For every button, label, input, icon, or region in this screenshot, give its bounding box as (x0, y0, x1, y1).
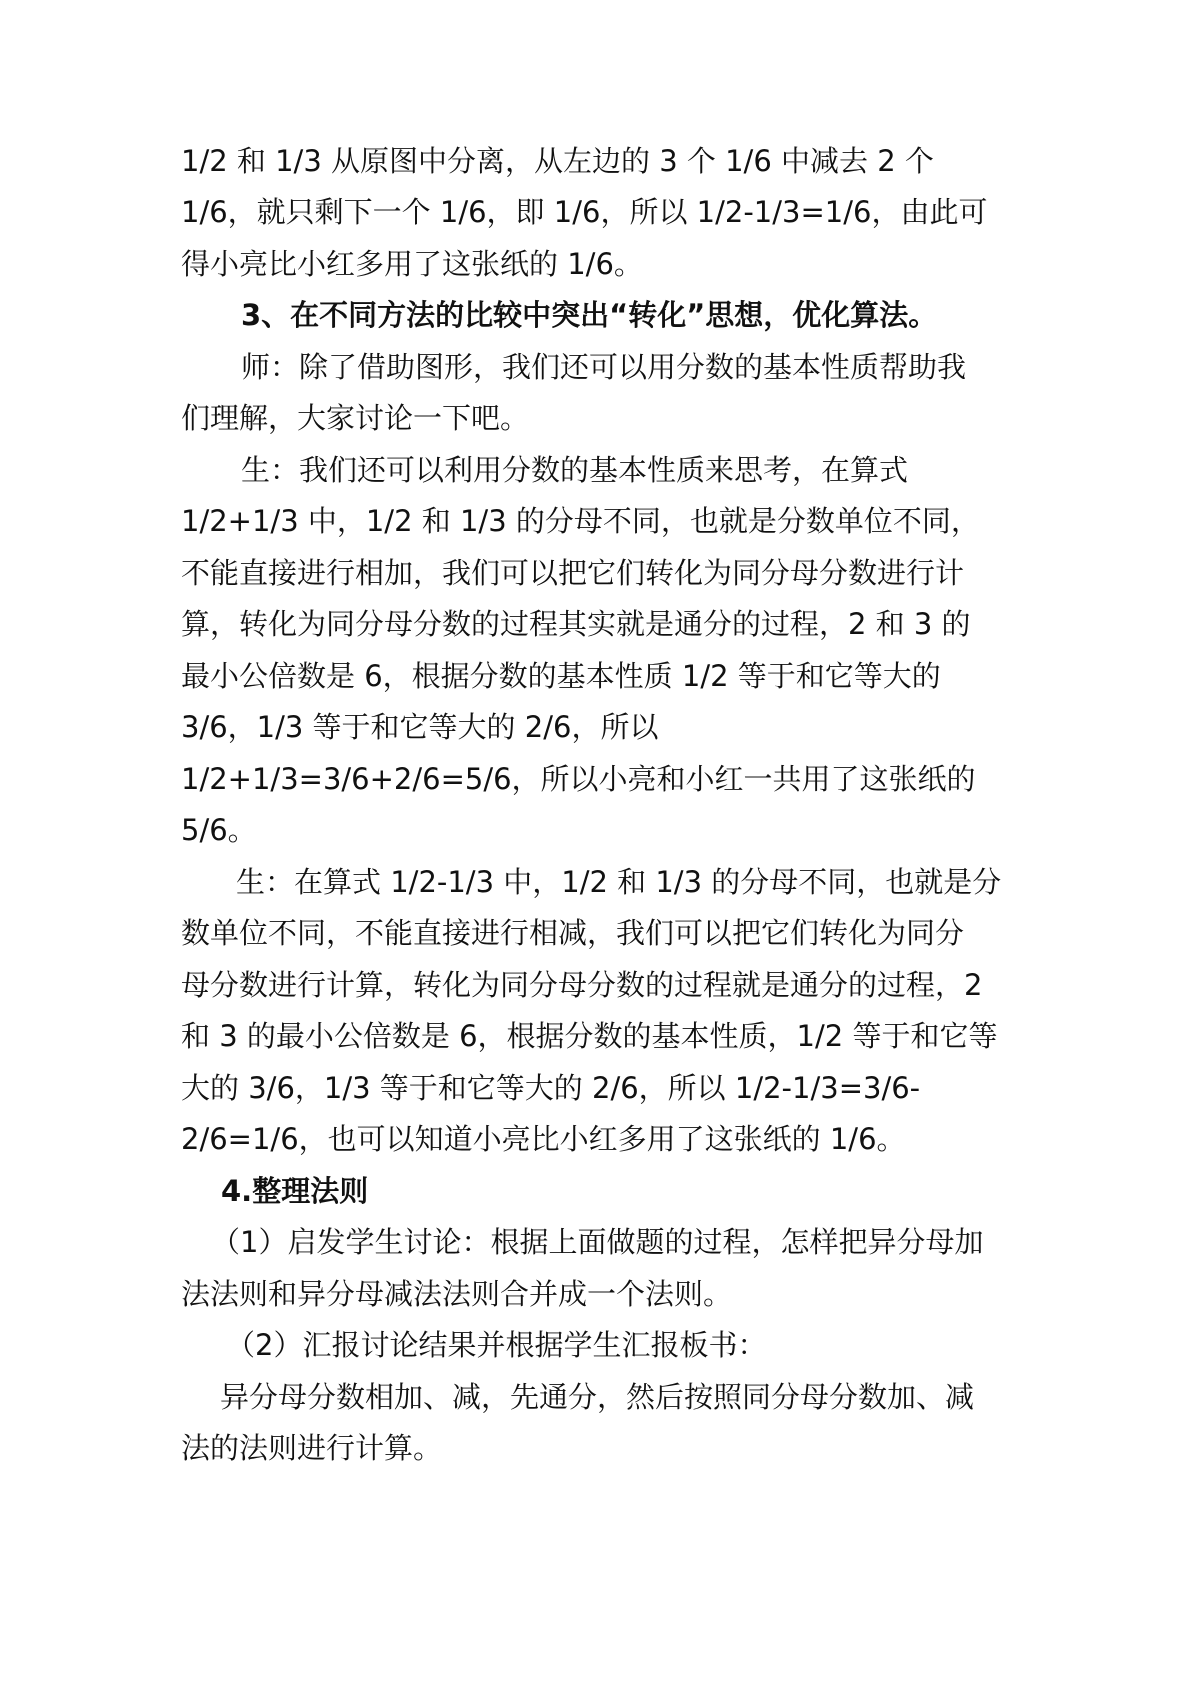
section-heading-3: 3、在不同方法的比较中突出“转化”思想，优化算法。 (241, 298, 938, 332)
text-line-24: （2）汇报讨论结果并根据学生汇报板书： (226, 1328, 767, 1362)
text-line-8: 1/2+1/3 中，1/2 和 1/3 的分母不同，也就是分数单位不同， (181, 504, 980, 538)
text-line-3: 得小亮比小红多用了这张纸的 1/6。 (181, 247, 643, 281)
section-heading-4: 4.整理法则 (221, 1174, 369, 1208)
text-line-16: 数单位不同，不能直接进行相减，我们可以把它们转化为同分 (181, 916, 965, 950)
text-line-9: 不能直接进行相加，我们可以把它们转化为同分母分数进行计 (181, 556, 965, 590)
text-line-23: 法法则和异分母减法法则合并成一个法则。 (181, 1277, 733, 1311)
text-line-13: 1/2+1/3=3/6+2/6=5/6，所以小亮和小红一共用了这张纸的 (181, 762, 976, 796)
text-line-15: 生：在算式 1/2-1/3 中，1/2 和 1/3 的分母不同，也就是分 (236, 865, 1002, 899)
text-line-20: 2/6=1/6，也可以知道小亮比小红多用了这张纸的 1/6。 (181, 1122, 906, 1156)
text-line-18: 和 3 的最小公倍数是 6，根据分数的基本性质，1/2 等于和它等 (181, 1019, 998, 1053)
text-line-5: 师：除了借助图形，我们还可以用分数的基本性质帮助我 (241, 350, 967, 384)
text-line-11: 最小公倍数是 6，根据分数的基本性质 1/2 等于和它等大的 (181, 659, 941, 693)
text-line-2: 1/6，就只剩下一个 1/6，即 1/6，所以 1/2-1/3=1/6，由此可 (181, 195, 988, 229)
text-line-7: 生：我们还可以利用分数的基本性质来思考，在算式 (241, 453, 909, 487)
text-line-25: 异分母分数相加、减，先通分，然后按照同分母分数加、减 (220, 1380, 975, 1414)
text-line-17: 母分数进行计算，转化为同分母分数的过程就是通分的过程，2 (181, 968, 983, 1002)
text-line-14: 5/6。 (181, 813, 257, 847)
text-line-6: 们理解，大家讨论一下吧。 (181, 401, 530, 435)
text-line-19: 大的 3/6，1/3 等于和它等大的 2/6，所以 1/2-1/3=3/6- (181, 1071, 921, 1105)
text-line-12: 3/6，1/3 等于和它等大的 2/6，所以 (181, 710, 659, 744)
text-line-22: （1）启发学生讨论：根据上面做题的过程，怎样把异分母加 (211, 1225, 984, 1259)
text-line-1: 1/2 和 1/3 从原图中分离，从左边的 3 个 1/6 中减去 2 个 (181, 144, 934, 178)
text-line-26: 法的法则进行计算。 (181, 1431, 443, 1465)
text-line-10: 算，转化为同分母分数的过程其实就是通分的过程，2 和 3 的 (181, 607, 971, 641)
